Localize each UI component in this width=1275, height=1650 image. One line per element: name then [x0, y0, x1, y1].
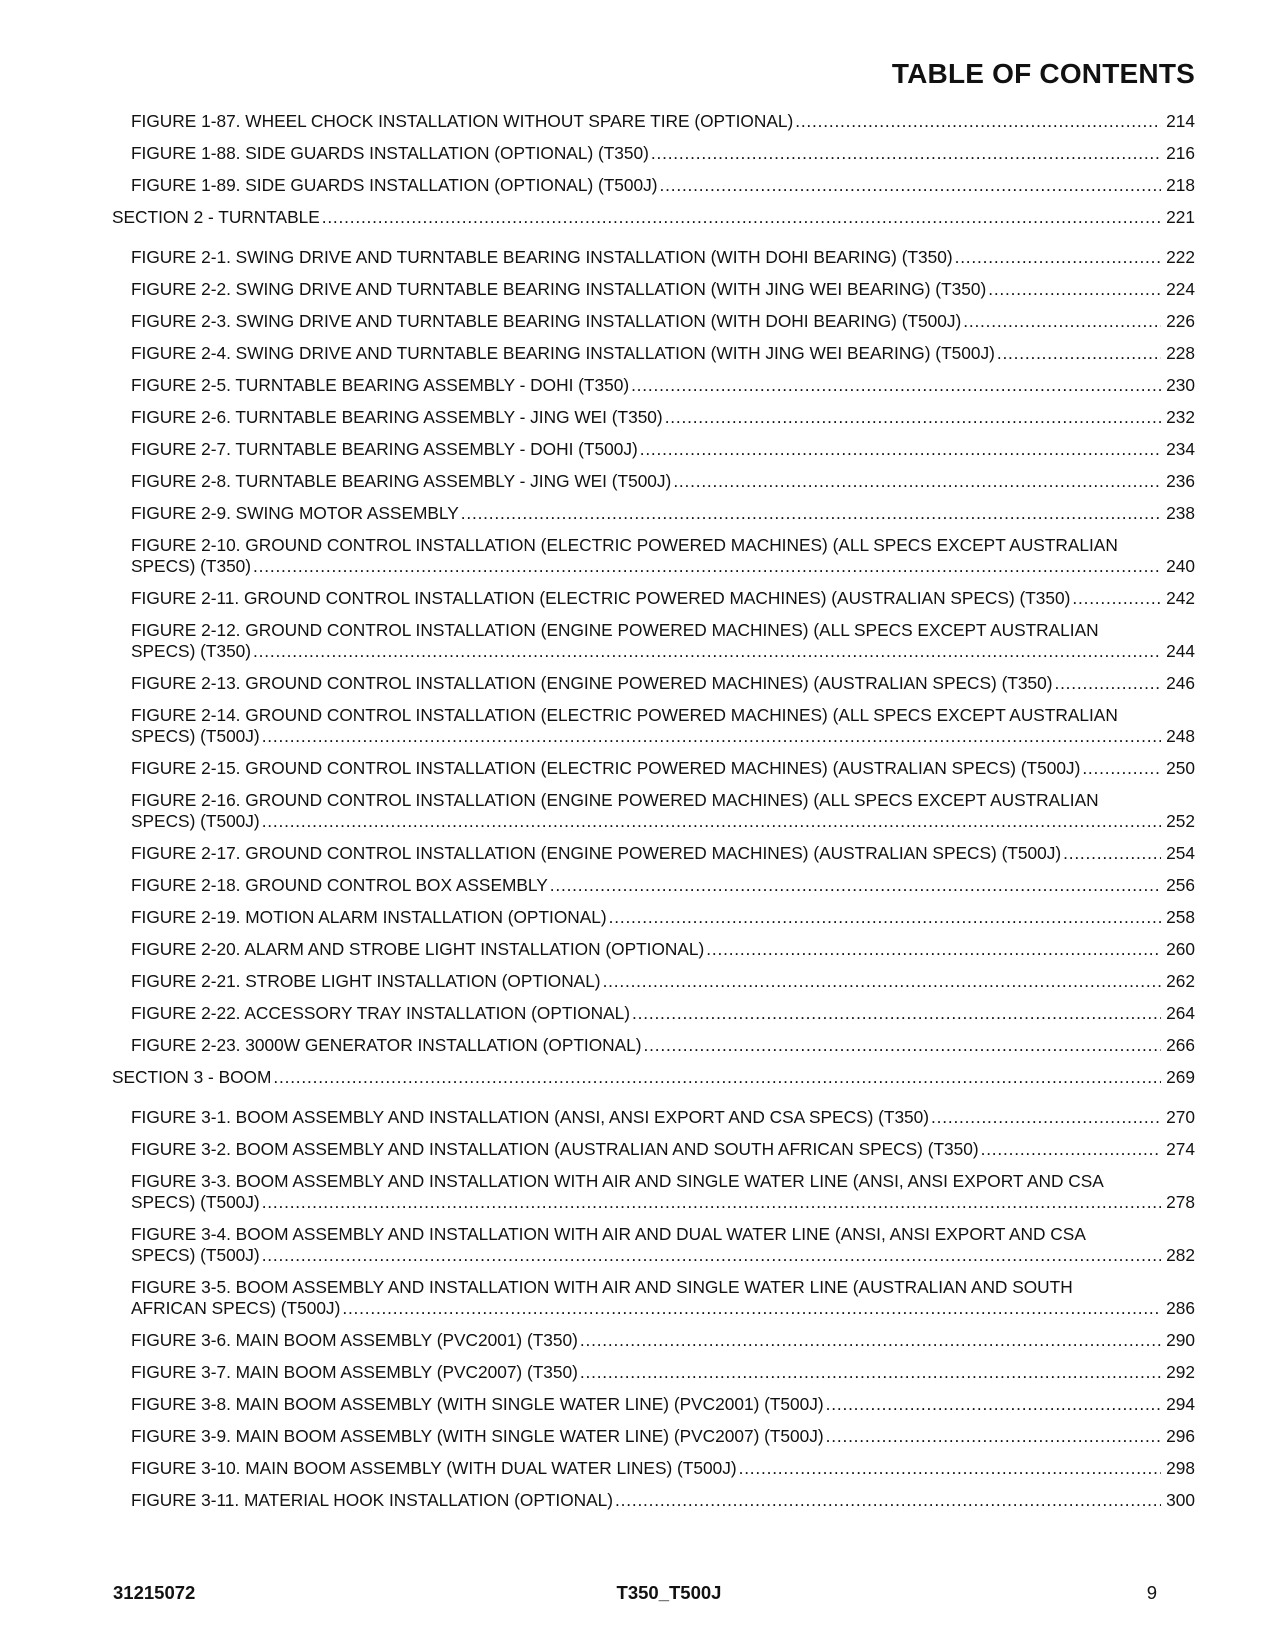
- toc-entry-line: [131, 1245, 1195, 1266]
- toc-entry-title: SPECS) (T500J): [131, 1192, 260, 1212]
- toc-figure-entry[interactable]: [112, 843, 1195, 864]
- toc-page-number: 230: [1166, 375, 1195, 395]
- toc-entry-line: [131, 1224, 1195, 1245]
- toc-entry-title: SPECS) (T350): [131, 556, 252, 576]
- toc-figure-entry[interactable]: [112, 1139, 1195, 1160]
- toc-leader-dots: [253, 641, 1161, 662]
- toc-leader-dots: [1063, 843, 1161, 864]
- toc-figure-entry[interactable]: [112, 1330, 1195, 1351]
- toc-section-entry[interactable]: [112, 207, 1195, 228]
- toc-figure-entry[interactable]: [112, 588, 1195, 609]
- toc-leader-dots: [673, 471, 1161, 492]
- toc-figure-entry[interactable]: [112, 1035, 1195, 1056]
- toc-page-number: 296: [1166, 1426, 1195, 1446]
- toc-leader-dots: [739, 1458, 1161, 1479]
- toc-page-number: 298: [1166, 1458, 1195, 1478]
- toc-page-number: 246: [1166, 673, 1195, 693]
- toc-entry-line: [131, 790, 1195, 811]
- page-title: TABLE OF CONTENTS: [891, 58, 1195, 89]
- toc-leader-dots: [981, 1139, 1161, 1160]
- toc-leader-dots: [550, 875, 1161, 896]
- toc-leader-dots: [273, 1067, 1161, 1088]
- toc-entry-title: FIGURE 2-14. GROUND CONTROL INSTALLATION (ELECTRIC POWERED MACHINES) (ALL SPECS EXCEPT AUSTRALIAN: [131, 705, 1118, 725]
- page-footer: [113, 1582, 1157, 1606]
- toc-leader-dots: [609, 907, 1161, 928]
- toc-figure-entry[interactable]: [112, 343, 1195, 364]
- toc-entry-title: FIGURE 2-5. TURNTABLE BEARING ASSEMBLY - DOHI (T350): [131, 375, 630, 395]
- toc-leader-dots: [997, 343, 1161, 364]
- toc-page-number: 232: [1166, 407, 1195, 427]
- toc-page-number: 274: [1166, 1139, 1195, 1159]
- toc-figure-entry[interactable]: [112, 311, 1195, 332]
- toc-page-number: 216: [1166, 143, 1195, 163]
- toc-leader-dots: [706, 939, 1161, 960]
- toc-entry-line: [131, 705, 1195, 726]
- toc-page-number: 290: [1166, 1330, 1195, 1350]
- toc-entry-line: [131, 641, 1195, 662]
- toc-figure-entry[interactable]: [112, 1362, 1195, 1383]
- toc-leader-dots: [461, 503, 1161, 524]
- toc-leader-dots: [963, 311, 1161, 332]
- table-of-contents: [112, 111, 1195, 1522]
- toc-page-number: 234: [1166, 439, 1195, 459]
- toc-page-number: 258: [1166, 907, 1195, 927]
- toc-entry-title: FIGURE 2-6. TURNTABLE BEARING ASSEMBLY - JING WEI (T350): [131, 407, 663, 427]
- toc-entry-title: SPECS) (T500J): [131, 1245, 260, 1265]
- toc-leader-dots: [1072, 588, 1161, 609]
- toc-entry-line: [131, 620, 1195, 641]
- toc-leader-dots: [631, 375, 1161, 396]
- toc-page-number: 264: [1166, 1003, 1195, 1023]
- toc-page-number: 278: [1166, 1192, 1195, 1212]
- toc-figure-entry[interactable]: [112, 1458, 1195, 1479]
- toc-leader-dots: [253, 556, 1161, 577]
- toc-page-number: 262: [1166, 971, 1195, 991]
- toc-figure-entry[interactable]: [112, 247, 1195, 268]
- toc-entry-title: FIGURE 2-21. STROBE LIGHT INSTALLATION (OPTIONAL): [131, 971, 601, 991]
- toc-page-number: 222: [1166, 247, 1195, 267]
- toc-figure-entry[interactable]: [112, 279, 1195, 300]
- toc-leader-dots: [580, 1362, 1161, 1383]
- toc-entry-title: FIGURE 1-87. WHEEL CHOCK INSTALLATION WITHOUT SPARE TIRE (OPTIONAL): [131, 111, 794, 131]
- toc-entry-title: FIGURE 2-16. GROUND CONTROL INSTALLATION (ENGINE POWERED MACHINES) (ALL SPECS EXCEPT AUSTRALIAN: [131, 790, 1099, 810]
- toc-entry-line: [131, 1192, 1195, 1213]
- toc-leader-dots: [1082, 758, 1161, 779]
- toc-figure-entry[interactable]: [112, 620, 1195, 662]
- toc-entry-title: FIGURE 2-4. SWING DRIVE AND TURNTABLE BEARING INSTALLATION (WITH JING WEI BEARING) (T500J): [131, 343, 995, 363]
- toc-leader-dots: [1054, 673, 1161, 694]
- toc-page-number: 218: [1166, 175, 1195, 195]
- toc-figure-entry[interactable]: [112, 758, 1195, 779]
- toc-entry-title: FIGURE 2-15. GROUND CONTROL INSTALLATION (ELECTRIC POWERED MACHINES) (AUSTRALIAN SPECS) (T500J): [131, 758, 1081, 778]
- toc-page-number: 214: [1166, 111, 1195, 131]
- toc-leader-dots: [988, 279, 1161, 300]
- toc-leader-dots: [262, 1192, 1161, 1213]
- toc-page-number: 242: [1166, 588, 1195, 608]
- toc-entry-title: FIGURE 3-8. MAIN BOOM ASSEMBLY (WITH SINGLE WATER LINE) (PVC2001) (T500J): [131, 1394, 824, 1414]
- toc-entry-title: FIGURE 2-3. SWING DRIVE AND TURNTABLE BEARING INSTALLATION (WITH DOHI BEARING) (T500J): [131, 311, 962, 331]
- toc-page-number: 300: [1166, 1490, 1195, 1510]
- toc-leader-dots: [931, 1107, 1161, 1128]
- toc-entry-title: SECTION 3 - BOOM: [112, 1067, 272, 1087]
- footer-doc-number: 31215072: [113, 1582, 196, 1603]
- toc-page-number: 228: [1166, 343, 1195, 363]
- toc-figure-entry[interactable]: [112, 1171, 1195, 1213]
- toc-leader-dots: [665, 407, 1161, 428]
- toc-page-number: 254: [1166, 843, 1195, 863]
- toc-figure-entry[interactable]: [112, 439, 1195, 460]
- toc-figure-entry[interactable]: [112, 143, 1195, 164]
- footer-model: T350_T500J: [616, 1582, 722, 1603]
- toc-figure-entry[interactable]: [112, 175, 1195, 196]
- toc-section-entry[interactable]: [112, 1067, 1195, 1088]
- toc-page-number: 294: [1166, 1394, 1195, 1414]
- toc-figure-entry[interactable]: [112, 673, 1195, 694]
- toc-figure-entry[interactable]: [112, 1224, 1195, 1266]
- toc-figure-entry[interactable]: [112, 790, 1195, 832]
- toc-figure-entry[interactable]: [112, 111, 1195, 132]
- toc-entry-line: [131, 556, 1195, 577]
- toc-entry-title: SECTION 2 - TURNTABLE: [112, 207, 320, 227]
- toc-leader-dots: [615, 1490, 1161, 1511]
- toc-figure-entry[interactable]: [112, 705, 1195, 747]
- toc-figure-entry[interactable]: [112, 875, 1195, 896]
- toc-leader-dots: [955, 247, 1161, 268]
- toc-page-number: 240: [1166, 556, 1195, 576]
- toc-entry-title: FIGURE 2-1. SWING DRIVE AND TURNTABLE BEARING INSTALLATION (WITH DOHI BEARING) (T350): [131, 247, 953, 267]
- toc-page-number: 248: [1166, 726, 1195, 746]
- toc-entry-title: SPECS) (T500J): [131, 811, 260, 831]
- toc-leader-dots: [603, 971, 1161, 992]
- toc-figure-entry[interactable]: [112, 407, 1195, 428]
- toc-entry-title: FIGURE 1-89. SIDE GUARDS INSTALLATION (OPTIONAL) (T500J): [131, 175, 658, 195]
- toc-entry-title: FIGURE 3-11. MATERIAL HOOK INSTALLATION (OPTIONAL): [131, 1490, 614, 1510]
- toc-figure-entry[interactable]: [112, 503, 1195, 524]
- toc-entry-title: FIGURE 2-22. ACCESSORY TRAY INSTALLATION (OPTIONAL): [131, 1003, 631, 1023]
- toc-entry-line: [131, 1171, 1195, 1192]
- toc-entry-title: FIGURE 3-7. MAIN BOOM ASSEMBLY (PVC2007) (T350): [131, 1362, 578, 1382]
- toc-figure-entry[interactable]: [112, 1107, 1195, 1128]
- toc-entry-title: FIGURE 3-9. MAIN BOOM ASSEMBLY (WITH SINGLE WATER LINE) (PVC2007) (T500J): [131, 1426, 824, 1446]
- toc-page-number: 286: [1166, 1298, 1195, 1318]
- toc-entry-title: FIGURE 2-13. GROUND CONTROL INSTALLATION (ENGINE POWERED MACHINES) (AUSTRALIAN SPECS) (T350): [131, 673, 1053, 693]
- toc-entry-title: FIGURE 3-3. BOOM ASSEMBLY AND INSTALLATION WITH AIR AND SINGLE WATER LINE (ANSI, ANSI EXPORT AND CSA: [131, 1171, 1104, 1191]
- toc-entry-line: [131, 811, 1195, 832]
- toc-figure-entry[interactable]: [112, 939, 1195, 960]
- toc-page-number: 244: [1166, 641, 1195, 661]
- toc-entry-line: [131, 1277, 1195, 1298]
- toc-entry-title: FIGURE 2-23. 3000W GENERATOR INSTALLATION (OPTIONAL): [131, 1035, 642, 1055]
- toc-entry-title: FIGURE 3-4. BOOM ASSEMBLY AND INSTALLATION WITH AIR AND DUAL WATER LINE (ANSI, ANSI EXPORT AND CSA: [131, 1224, 1086, 1244]
- toc-entry-title: FIGURE 2-2. SWING DRIVE AND TURNTABLE BEARING INSTALLATION (WITH JING WEI BEARING) (T350): [131, 279, 987, 299]
- toc-leader-dots: [660, 175, 1161, 196]
- toc-leader-dots: [322, 207, 1161, 228]
- toc-entry-title: FIGURE 2-7. TURNTABLE BEARING ASSEMBLY - DOHI (T500J): [131, 439, 638, 459]
- toc-entry-title: FIGURE 2-20. ALARM AND STROBE LIGHT INSTALLATION (OPTIONAL): [131, 939, 705, 959]
- toc-page-number: 260: [1166, 939, 1195, 959]
- toc-entry-title: SPECS) (T350): [131, 641, 252, 661]
- toc-entry-title: FIGURE 2-12. GROUND CONTROL INSTALLATION (ENGINE POWERED MACHINES) (ALL SPECS EXCEPT AUSTRALIAN: [131, 620, 1099, 640]
- toc-leader-dots: [826, 1394, 1161, 1415]
- toc-leader-dots: [826, 1426, 1161, 1447]
- toc-entry-title: FIGURE 2-18. GROUND CONTROL BOX ASSEMBLY: [131, 875, 548, 895]
- toc-figure-entry[interactable]: [112, 1394, 1195, 1415]
- toc-page-number: 269: [1166, 1067, 1195, 1087]
- toc-entry-title: FIGURE 3-6. MAIN BOOM ASSEMBLY (PVC2001) (T350): [131, 1330, 578, 1350]
- toc-leader-dots: [632, 1003, 1161, 1024]
- toc-figure-entry[interactable]: [112, 1490, 1195, 1511]
- toc-page-number: 236: [1166, 471, 1195, 491]
- toc-entry-title: FIGURE 2-11. GROUND CONTROL INSTALLATION (ELECTRIC POWERED MACHINES) (AUSTRALIAN SPECS) (T350): [131, 588, 1071, 608]
- toc-figure-entry[interactable]: [112, 971, 1195, 992]
- toc-entry-title: FIGURE 2-10. GROUND CONTROL INSTALLATION (ELECTRIC POWERED MACHINES) (ALL SPECS EXCEPT AUSTRALIAN: [131, 535, 1118, 555]
- toc-figure-entry[interactable]: [112, 535, 1195, 577]
- toc-entry-title: SPECS) (T500J): [131, 726, 260, 746]
- toc-leader-dots: [262, 726, 1161, 747]
- toc-page-number: 238: [1166, 503, 1195, 523]
- toc-entry-title: FIGURE 1-88. SIDE GUARDS INSTALLATION (OPTIONAL) (T350): [131, 143, 649, 163]
- toc-entry-title: FIGURE 3-2. BOOM ASSEMBLY AND INSTALLATION (AUSTRALIAN AND SOUTH AFRICAN SPECS) (T350): [131, 1139, 979, 1159]
- toc-leader-dots: [262, 811, 1161, 832]
- toc-entry-line: [131, 726, 1195, 747]
- toc-figure-entry[interactable]: [112, 1277, 1195, 1319]
- toc-entry-title: FIGURE 3-1. BOOM ASSEMBLY AND INSTALLATION (ANSI, ANSI EXPORT AND CSA SPECS) (T350): [131, 1107, 930, 1127]
- toc-entry-title: FIGURE 3-5. BOOM ASSEMBLY AND INSTALLATION WITH AIR AND SINGLE WATER LINE (AUSTRALIAN AND SOUTH: [131, 1277, 1073, 1297]
- toc-page-number: 226: [1166, 311, 1195, 331]
- toc-leader-dots: [644, 1035, 1161, 1056]
- toc-figure-entry[interactable]: [112, 471, 1195, 492]
- toc-figure-entry[interactable]: [112, 1003, 1195, 1024]
- toc-figure-entry[interactable]: [112, 375, 1195, 396]
- toc-figure-entry[interactable]: [112, 907, 1195, 928]
- footer-page-number: 9: [1146, 1582, 1157, 1603]
- toc-entry-title: AFRICAN SPECS) (T500J): [131, 1298, 341, 1318]
- toc-page-number: 270: [1166, 1107, 1195, 1127]
- toc-leader-dots: [262, 1245, 1161, 1266]
- toc-entry-line: [131, 535, 1195, 556]
- toc-page-number: 282: [1166, 1245, 1195, 1265]
- toc-entry-title: FIGURE 2-8. TURNTABLE BEARING ASSEMBLY - JING WEI (T500J): [131, 471, 672, 491]
- toc-leader-dots: [580, 1330, 1161, 1351]
- toc-leader-dots: [651, 143, 1161, 164]
- toc-entry-title: FIGURE 3-10. MAIN BOOM ASSEMBLY (WITH DUAL WATER LINES) (T500J): [131, 1458, 737, 1478]
- toc-page-number: 250: [1166, 758, 1195, 778]
- toc-leader-dots: [640, 439, 1161, 460]
- toc-entry-title: FIGURE 2-9. SWING MOTOR ASSEMBLY: [131, 503, 459, 523]
- toc-page-number: 266: [1166, 1035, 1195, 1055]
- toc-figure-entry[interactable]: [112, 1426, 1195, 1447]
- toc-page-number: 221: [1166, 207, 1195, 227]
- toc-page-number: 252: [1166, 811, 1195, 831]
- toc-entry-title: FIGURE 2-17. GROUND CONTROL INSTALLATION (ENGINE POWERED MACHINES) (AUSTRALIAN SPECS) (T500J): [131, 843, 1062, 863]
- toc-entry-title: FIGURE 2-19. MOTION ALARM INSTALLATION (OPTIONAL): [131, 907, 607, 927]
- toc-leader-dots: [342, 1298, 1161, 1319]
- toc-page-number: 224: [1166, 279, 1195, 299]
- toc-page-number: 256: [1166, 875, 1195, 895]
- toc-leader-dots: [795, 111, 1161, 132]
- toc-entry-line: [131, 1298, 1195, 1319]
- toc-page-number: 292: [1166, 1362, 1195, 1382]
